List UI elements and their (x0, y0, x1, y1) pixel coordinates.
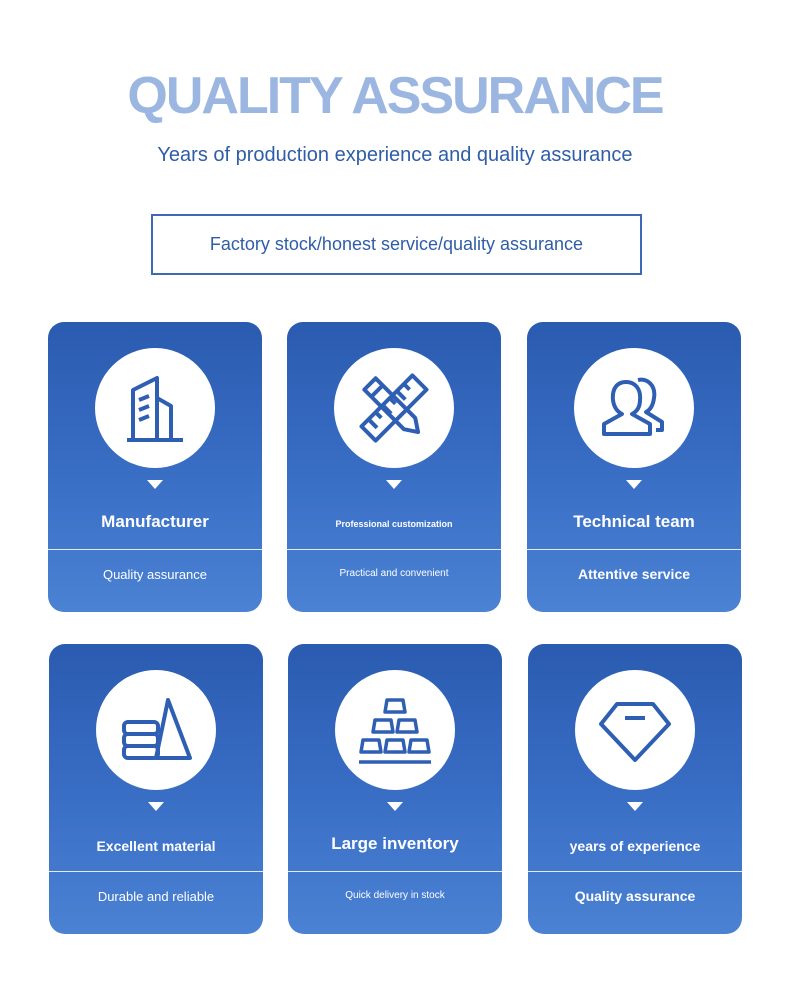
card-subtitle: Quality assurance (102, 567, 208, 582)
feature-card-manufacturer (48, 322, 262, 612)
card-title: years of experience (569, 838, 701, 854)
gold-bars-icon (355, 690, 435, 770)
stacked-material-icon (116, 690, 196, 770)
pointer-triangle (387, 802, 403, 811)
icon-circle (334, 348, 454, 468)
card-title: Manufacturer (101, 512, 209, 531)
card-subtitle: Quality assurance (574, 888, 696, 904)
card-divider (528, 871, 742, 872)
card-title: Excellent material (96, 838, 216, 854)
page-subtitle: Years of production experience and quality assurance (157, 144, 633, 166)
ruler-pencil-icon (354, 368, 434, 448)
card-divider (49, 871, 263, 872)
pointer-triangle (147, 480, 163, 489)
card-divider (48, 549, 262, 550)
card-title: Large inventory (331, 834, 459, 853)
feature-card-experience (528, 644, 742, 934)
tagline-box (151, 214, 642, 275)
users-icon (594, 368, 674, 448)
card-subtitle: Practical and convenient (339, 568, 449, 579)
card-title: Professional customization (335, 519, 453, 529)
pointer-triangle (386, 480, 402, 489)
feature-card-technical-team (527, 322, 741, 612)
card-divider (288, 871, 502, 872)
card-title: Technical team (573, 512, 695, 531)
feature-card-customization (287, 322, 501, 612)
feature-card-inventory (288, 644, 502, 934)
icon-circle (96, 670, 216, 790)
card-divider (527, 549, 741, 550)
pointer-triangle (627, 802, 643, 811)
pointer-triangle (626, 480, 642, 489)
icon-circle (335, 670, 455, 790)
building-icon (115, 368, 195, 448)
diamond-icon (595, 690, 675, 770)
feature-card-material (49, 644, 263, 934)
card-subtitle: Attentive service (577, 566, 691, 582)
pointer-triangle (148, 802, 164, 811)
card-subtitle: Quick delivery in stock (345, 890, 445, 901)
page-title: QUALITY ASSURANCE (127, 67, 663, 125)
icon-circle (575, 670, 695, 790)
tagline-text: Factory stock/honest service/quality assurance (209, 234, 584, 254)
icon-circle (95, 348, 215, 468)
card-divider (287, 549, 501, 550)
card-subtitle: Durable and reliable (97, 889, 215, 904)
icon-circle (574, 348, 694, 468)
